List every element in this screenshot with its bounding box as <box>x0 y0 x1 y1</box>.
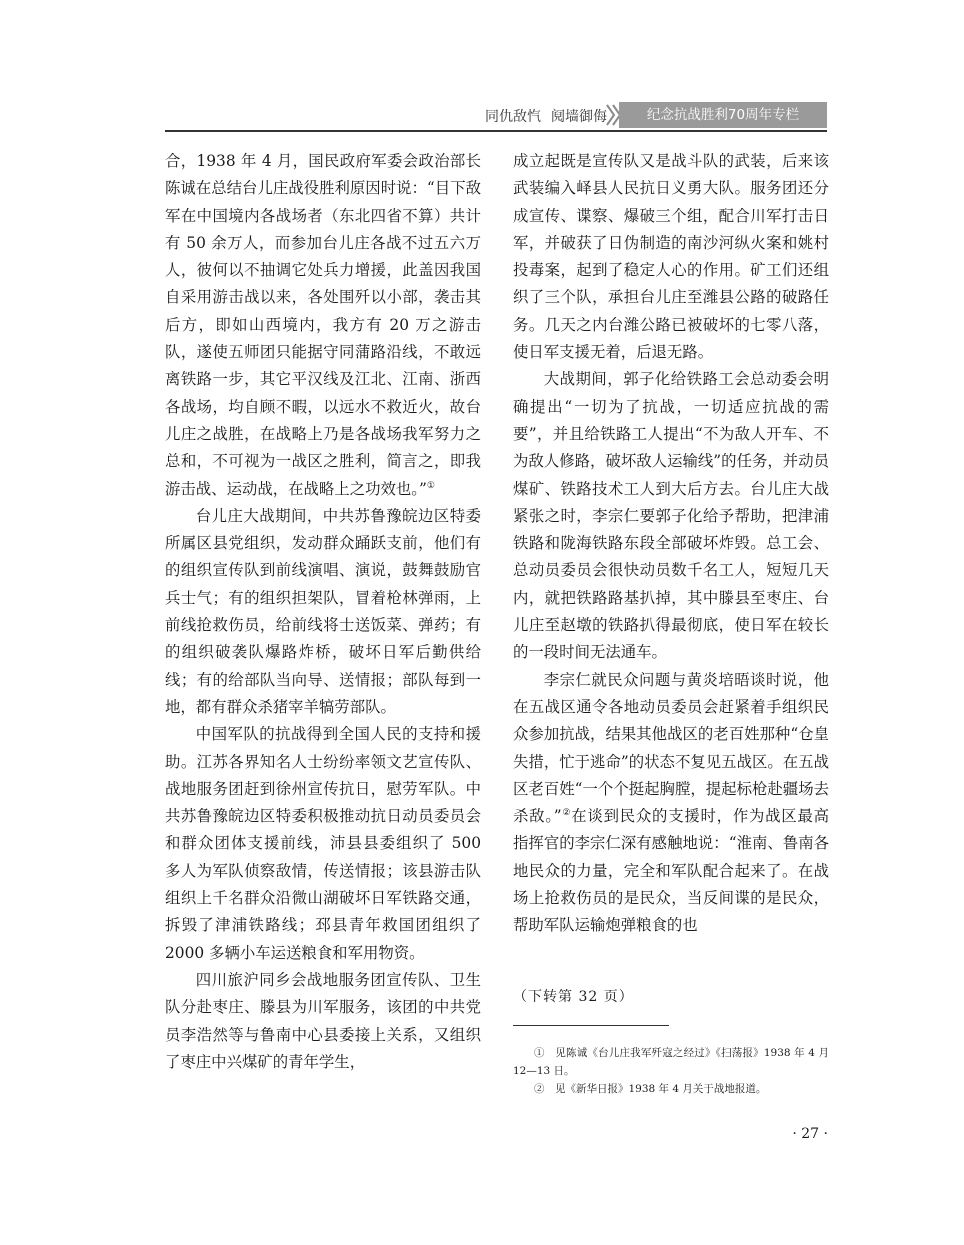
paragraph-text: 合，1938 年 4 月，国民政府军委会政治部长陈诚在总结台儿庄战役胜利原因时说：“目下敌军在中国境内各战场者（东北四省不算）共计有 50 余万人，而参加台儿庄各战不过五六万人，彼何以不抽调它处兵力增援，此盖因我国自采用游击战以来，各处围歼以小部，袭击其后方，即如山西境内，我方有 20 万之游击队，遂使五师团只能据守同蒲路沿线，不敢远离铁路一步，其它平汉线及江北、江南、浙西各战场，均自顾不暇，以远水不救近火，故台儿庄之战胜，在战略上乃是各战场我军努力之总和，不可视为一战区之胜利，简言之，即我游击战、运动战，在战略上之功效也。” <box>165 152 481 498</box>
paragraph: 四川旅沪同乡会战地服务团宣传队、卫生队分赴枣庄、滕县为川军服务，该团的中共党员李浩然等与鲁南中心县委接上关系，又组织了枣庄中兴煤矿的青年学生， <box>165 970 481 1071</box>
header-section-2: 阋墙御侮 <box>551 109 607 125</box>
paragraph <box>165 148 481 503</box>
footnote: ② 见《新华日报》1938 年 4 月关于战地报道。 <box>534 1083 767 1095</box>
footnotes <box>513 1044 829 1098</box>
footnote-marker: ① <box>426 480 435 491</box>
footnote-marker: ② <box>561 808 572 818</box>
paragraph: 台儿庄大战期间，中共苏鲁豫皖边区特委所属区县党组织，发动群众踊跃支前，他们有的组织宣传队到前线演唱、演说，鼓舞鼓励官兵士气；有的组织担架队，冒着枪林弹雨，上前线抢救伤员，给前线将士送饭菜、弹药；有的组织破袭队爆路炸桥，破坏日军后勤供给线；有的给部队当向导、送情报；部队每到一地，都有群众杀猪宰羊犒劳部队。 <box>165 506 481 716</box>
left-column <box>165 148 481 1076</box>
paragraph: 中国军队的抗战得到全国人民的支持和援助。江苏各界知名人士纷纷率领文艺宣传队、战地服务团赶到徐州宣传抗日，慰劳军队。中共苏鲁豫皖边区特委积极推动抗日动员委员会和群众团体支援前线，沛县县委组织了 500 多人为军队侦察敌情，传送情报；该县游击队组织上千名群众沿微山湖破坏日军铁路交通，拆毁了津浦铁路线；邳县青年救国团组织了 2000 多辆小车运送粮食和军用物资。 <box>165 725 481 962</box>
header-section-labels <box>475 106 607 126</box>
running-header <box>165 100 827 130</box>
paragraph-text: 在谈到民众的支援时，作为战区最高指挥官的李宗仁深有感触地说：“淮南、鲁南各地民众的力量，完全和军队配合起来了。在战场上抢救伤员的是民众，当反间谍的是民众，帮助军队运输炮弹粮食的也 <box>513 807 829 935</box>
paragraph <box>513 667 829 940</box>
column-title-band: 纪念抗战胜利70周年专栏 <box>619 102 827 128</box>
paragraph-text: 李宗仁就民众问题与黄炎培晤谈时说，他在五战区通令各地动员委员会赶紧着手组织民众参加抗战，结果其他战区的老百姓那种“仓皇失措，忙于逃命”的状态不复见五战区。在五战区老百姓“一个个挺起胸膛，提起标枪赴疆场去杀敌。” <box>513 670 829 826</box>
right-column <box>513 148 829 940</box>
paragraph: 大战期间，郭子化给铁路工会总动委会明确提出“一切为了抗战，一切适应抗战的需要”，并且给铁路工人提出“不为敌人开车、不为敌人修路，破坏敌人运输线”的任务，并动员煤矿、铁路技术工人到大后方去。台儿庄大战紧张之时，李宗仁要郭子化给予帮助，把津浦铁路和陇海铁路东段全部破坏炸毁。总工会、总动员委员会很快动员数千名工人，短短几天内，就把铁路路基扒掉，其中滕县至枣庄、台儿庄至赵墩的铁路扒得最彻底，使日军在较长的一段时间无法通车。 <box>513 370 829 662</box>
page-number: · 27 · <box>792 1126 828 1142</box>
header-section-1: 同仇敌忾 <box>485 109 541 125</box>
header-rule <box>165 130 827 132</box>
paragraph: 成立起既是宣传队又是战斗队的武装，后来该武装编入峄县人民抗日义勇大队。服务团还分成宣传、谍察、爆破三个组，配合川军打击日军，并破获了日伪制造的南沙河纵火案和姚村投毒案，起到了稳定人心的作用。矿工们还组织了三个队，承担台儿庄至潍县公路的破路任务。几天之内台潍公路已被破坏的七零八落，使日军支援无着，后退无路。 <box>513 152 829 362</box>
footnote: ① 见陈诚《台儿庄我军歼寇之经过》《扫荡报》1938 年 4 月 12—13 日。 <box>513 1047 829 1077</box>
footnote-rule <box>513 1025 669 1026</box>
continuation-note: （下转第 32 页） <box>513 989 634 1005</box>
